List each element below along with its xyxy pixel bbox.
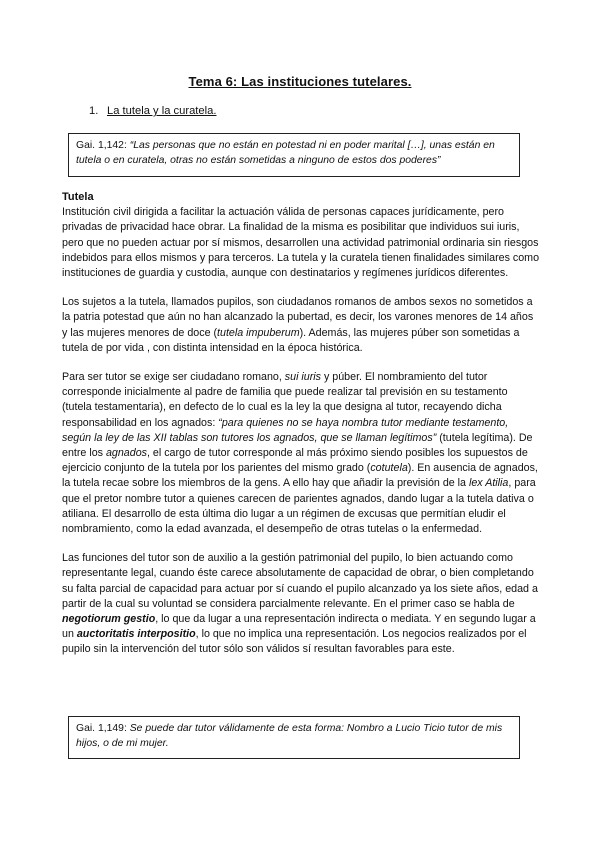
quote-reference: Gai. 1,149: xyxy=(76,723,130,734)
quote-box-gai-1-149 xyxy=(68,716,520,759)
subheading-tutela: Tutela xyxy=(62,191,94,203)
document-body xyxy=(62,190,540,658)
section-number: 1. xyxy=(89,105,99,117)
paragraph-tutor-requirements: Para ser tutor se exige ser ciudadano romano, sui iuris y púber. El nombramiento del tutor corresponde inicialmente al padre de familia que puede realizar tal previsión en su testamento (tutela testamentaria), en defecto de lo cual es la ley la que designa al tutor, recayendo dicha responsabilidad en los agnados: “para quienes no se haya nombra tutor mediante testamento, según la ley de las XII tablas son tutores los agnados, que se llaman legítimos” (tutela legítima). De entre los agnados, el cargo de tutor corresponde al más próximo siendo posibles los supuestos de ejercicio conjunto de la tutela por los parientes del mismo grado (cotutela). En ausencia de agnados, la tutela recae sobre los miembros de la gens. A ello hay que añadir la previsión de la lex Atilia, para que el pretor nombre tutor a quienes carecen de parientes agnados, dando lugar a la tutela dativa o atiliana. El desarrollo de esta última dio lugar a un régimen de excusas que permitían eludir el nombramiento, como la edad avanzada, el desempeño de otras tutelas o la enfermedad. xyxy=(62,371,538,536)
quote-reference: Gai. 1,142: xyxy=(76,140,130,151)
document-title: Tema 6: Las instituciones tutelares. xyxy=(188,74,412,89)
section-label: La tutela y la curatela. xyxy=(107,105,217,117)
quote-text: Se puede dar tutor válidamente de esta forma: Nombro a Lucio Ticio tutor de mis hijos, o de mi mujer. xyxy=(76,723,503,749)
section-heading xyxy=(89,105,216,117)
paragraph-definition: Institución civil dirigida a facilitar la actuación válida de personas capaces jurídicamente, pero privadas de privacidad hace obrar. La finalidad de la misma es posibilitar que individuos sui iuris, pero que no pueden actuar por sí mismos, desarrollen una actividad patrimonial ordinaria sin riesgos indebidos para ellos mismos y para terceros. La tutela y la curatela tienen finalidades similares como instituciones de guardia y custodia, aunque con destinatarios y regímenes jurídicos diferentes. xyxy=(62,206,540,280)
quote-text: “Las personas que no están en potestad ni en poder marital […], unas están en tutela o en curatela, otras no están sometidas a ninguno de estos dos poderes” xyxy=(76,140,495,166)
paragraph-tutor-functions: Las funciones del tutor son de auxilio a la gestión patrimonial del pupilo, lo bien actuando como representante legal, cuando éste carece absolutamente de capacidad de obrar, o bien completando su falta parcial de capacidad para actuar por sí cuando el pupilo alcanzado ya los siete años, edad a partir de la cual su voluntad se considera parcialmente relevante. En el primer caso se habla de negotiorum gestio, lo que da lugar a una representación indirecta o mediata. Y en segundo lugar a un auctoritatis interpositio, lo que no implica una representación. Los negocios realizados por el pupilo sin la intervención del tutor sólo son válidos sí resultan favorables para este. xyxy=(62,552,538,656)
paragraph-pupilos: Los sujetos a la tutela, llamados pupilos, son ciudadanos romanos de ambos sexos no sometidos a la patria potestad que aún no han alcanzado la pubertad, es decir, los varones menores de 14 años y las mujeres menores de doce (tutela impuberum). Además, las mujeres púber son sometidas a tutela de por vida , con distinta intensidad en la época histórica. xyxy=(62,296,534,354)
quote-box-gai-1-142 xyxy=(68,133,520,177)
